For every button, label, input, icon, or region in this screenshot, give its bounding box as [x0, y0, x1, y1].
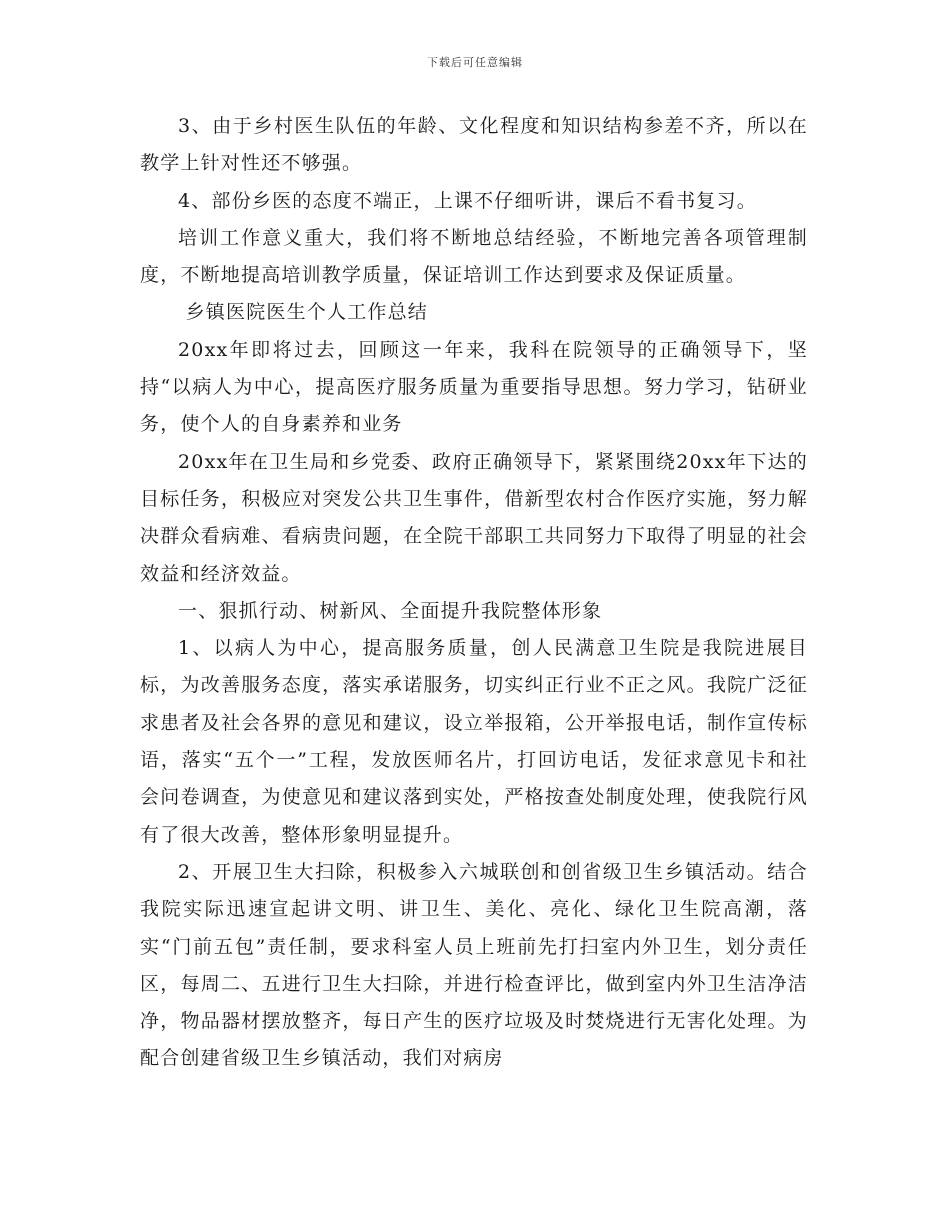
paragraph-4: 20xx年即将过去，回顾这一年来，我科在院领导的正确领导下，坚持“以病人为中心，提高医疗服务质量为重要指导思想。努力学习，钻研业务，使个人的自身素养和业务 [140, 338, 808, 436]
paragraph-1: 3、由于乡村医生队伍的年龄、文化程度和知识结构参差不齐，所以在教学上针对性还不够强。 [140, 115, 808, 175]
paragraph-3: 培训工作意义重大，我们将不断地总结经验，不断地完善各项管理制度，不断地提高培训教学质量，保证培训工作达到要求及保证质量。 [140, 226, 808, 287]
paragraph-6: 1、以病人为中心，提高服务质量，创人民满意卫生院是我院进展目标，为改善服务态度，落实承诺服务，切实纠正行业不正之风。我院广泛征求患者及社会各界的意见和建议，设立举报箱，公开举报电话，制作宣传标语，落实“五个一”工程，发放医师名片，打回访电话，发征求意见卡和社会问卷调查，为使意见和建议落到实处，严格按查处制度处理，使我院行风有了很大改善，整体形象明显提升。 [140, 637, 808, 846]
paragraph-5: 20xx年在卫生局和乡党委、政府正确领导下，紧紧围绕20xx年下达的目标任务，积极应对突发公共卫生事件，借新型农村合作医疗实施，努力解决群众看病难、看病贵问题，在全院干部职工共同努力下取得了明显的社会效益和经济效益。 [140, 450, 808, 585]
section-heading-1: 一、狠抓行动、树新风、全面提升我院整体形象 [178, 599, 603, 622]
section-title: 乡镇医院医生个人工作总结 [185, 301, 428, 324]
paragraph-7: 2、开展卫生大扫除，积极参入六城联创和创省级卫生乡镇活动。结合我院实际迅速宣起讲文明、讲卫生、美化、亮化、绿化卫生院高潮，落实“门前五包”责任制，要求科室人员上班前先打扫室内外卫生，划分责任区，每周二、五进行卫生大扫除，并进行检查评比，做到室内外卫生洁净洁净，物品器材摆放整齐，每日产生的医疗垃圾及时焚烧进行无害化处理。为配合创建省级卫生乡镇活动，我们对病房 [140, 860, 808, 1070]
page-header: 下载后可任意编辑 [427, 56, 523, 69]
document-body [140, 108, 808, 1078]
paragraph-2: 4、部份乡医的态度不端正，上课不仔细听讲，课后不看书复习。 [178, 189, 757, 212]
